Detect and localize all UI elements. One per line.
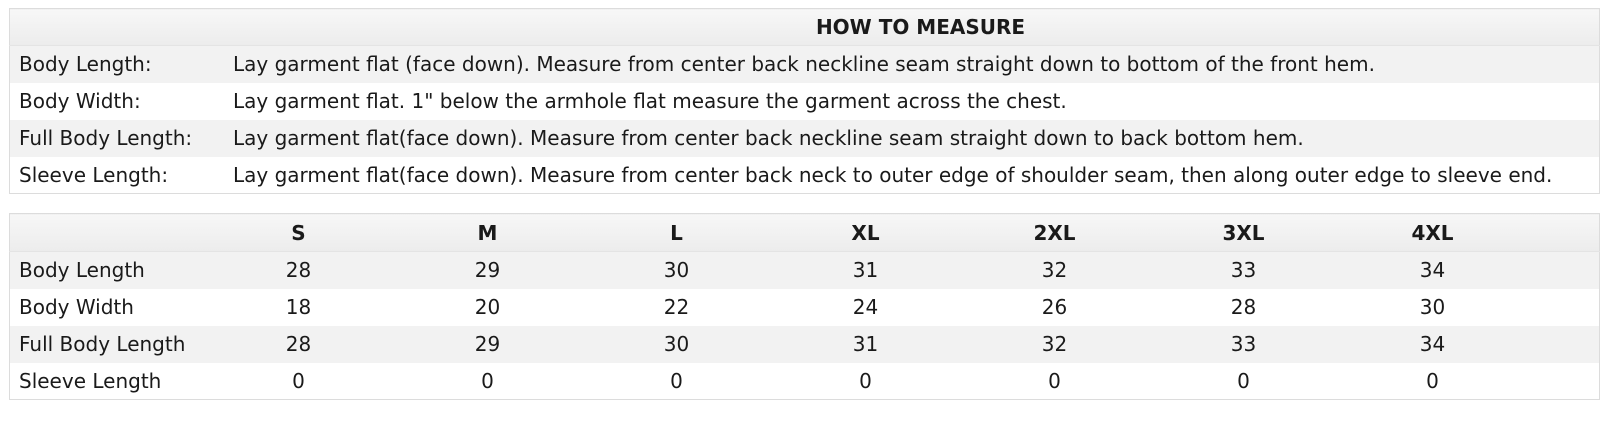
- size-cell: 30: [582, 326, 771, 363]
- size-header-corner: [10, 214, 205, 252]
- size-cell: 22: [663, 295, 690, 319]
- measure-label: Body Length:: [10, 46, 234, 83]
- size-cell: 30: [1419, 295, 1446, 319]
- measure-row-sleeve-length: [10, 157, 1600, 194]
- measure-label: Full Body Length:: [10, 120, 234, 157]
- size-chart-table: [9, 213, 1600, 400]
- size-header-m: M: [393, 214, 582, 252]
- size-cell: 0: [859, 368, 872, 393]
- measure-instruction: Lay garment flat(face down). Measure from center back neck to outer edge of shoulder seam, then along outer edge to sleeve end.: [233, 162, 1553, 187]
- measure-label: Body Width:: [19, 89, 141, 113]
- how-to-measure-header-row: [10, 9, 1600, 46]
- size-cell: 28: [1230, 295, 1257, 319]
- size-cell: 29: [393, 326, 582, 363]
- measure-row-full-body-length: [10, 120, 1600, 157]
- size-cell: 31: [771, 252, 960, 289]
- size-header-xl: XL: [771, 214, 960, 252]
- size-cell-filler: [1527, 289, 1600, 326]
- size-row-label: Body Length: [10, 252, 205, 289]
- size-cell: 34: [1338, 326, 1527, 363]
- size-cell: 0: [670, 368, 683, 393]
- size-cell: 26: [1041, 295, 1068, 319]
- size-cell: 0: [1426, 368, 1439, 393]
- size-row-full-body-length: [10, 326, 1600, 363]
- size-row-label: Full Body Length: [10, 326, 205, 363]
- size-cell: 28: [204, 326, 393, 363]
- size-cell: 0: [1237, 368, 1250, 393]
- size-header-s: S: [204, 214, 393, 252]
- size-row-sleeve-length: [10, 363, 1600, 400]
- size-cell: 31: [771, 326, 960, 363]
- size-cell: 33: [1149, 326, 1338, 363]
- size-header-filler: [1527, 214, 1600, 252]
- measure-instruction: Lay garment flat (face down). Measure from center back neckline seam straight down to bottom of the front hem.: [233, 46, 1600, 83]
- size-cell-filler: [1527, 252, 1600, 289]
- size-cell: 0: [292, 368, 305, 393]
- size-header-l: L: [582, 214, 771, 252]
- measure-label: Sleeve Length:: [19, 162, 169, 187]
- size-row-body-width: [10, 289, 1600, 326]
- size-cell: 24: [852, 295, 879, 319]
- size-cell: 18: [285, 295, 312, 319]
- size-cell: 32: [960, 326, 1149, 363]
- size-cell-filler: [1527, 326, 1600, 363]
- size-row-label: Body Width: [19, 295, 134, 319]
- size-cell: 32: [960, 252, 1149, 289]
- measure-instruction: Lay garment flat. 1" below the armhole flat measure the garment across the chest.: [233, 89, 1067, 113]
- how-to-measure-title: HOW TO MEASURE: [10, 9, 1600, 46]
- size-header-3xl: 3XL: [1149, 214, 1338, 252]
- size-cell: 0: [481, 368, 494, 393]
- measure-row-body-length: [10, 46, 1600, 83]
- measure-row-body-width: [10, 83, 1600, 120]
- size-cell: 28: [204, 252, 393, 289]
- size-row-body-length: [10, 252, 1600, 289]
- size-header-row: [10, 214, 1600, 252]
- size-cell: 29: [393, 252, 582, 289]
- size-header-2xl: 2XL: [960, 214, 1149, 252]
- size-row-label: Sleeve Length: [19, 368, 162, 393]
- size-cell: 0: [1048, 368, 1061, 393]
- size-cell: 33: [1149, 252, 1338, 289]
- size-header-4xl: 4XL: [1338, 214, 1527, 252]
- size-cell: 30: [582, 252, 771, 289]
- size-cell-filler: [1527, 363, 1600, 400]
- how-to-measure-table: [9, 8, 1600, 194]
- size-cell: 34: [1338, 252, 1527, 289]
- measure-instruction: Lay garment flat(face down). Measure from center back neckline seam straight down to back bottom hem.: [233, 120, 1600, 157]
- size-cell: 20: [474, 295, 501, 319]
